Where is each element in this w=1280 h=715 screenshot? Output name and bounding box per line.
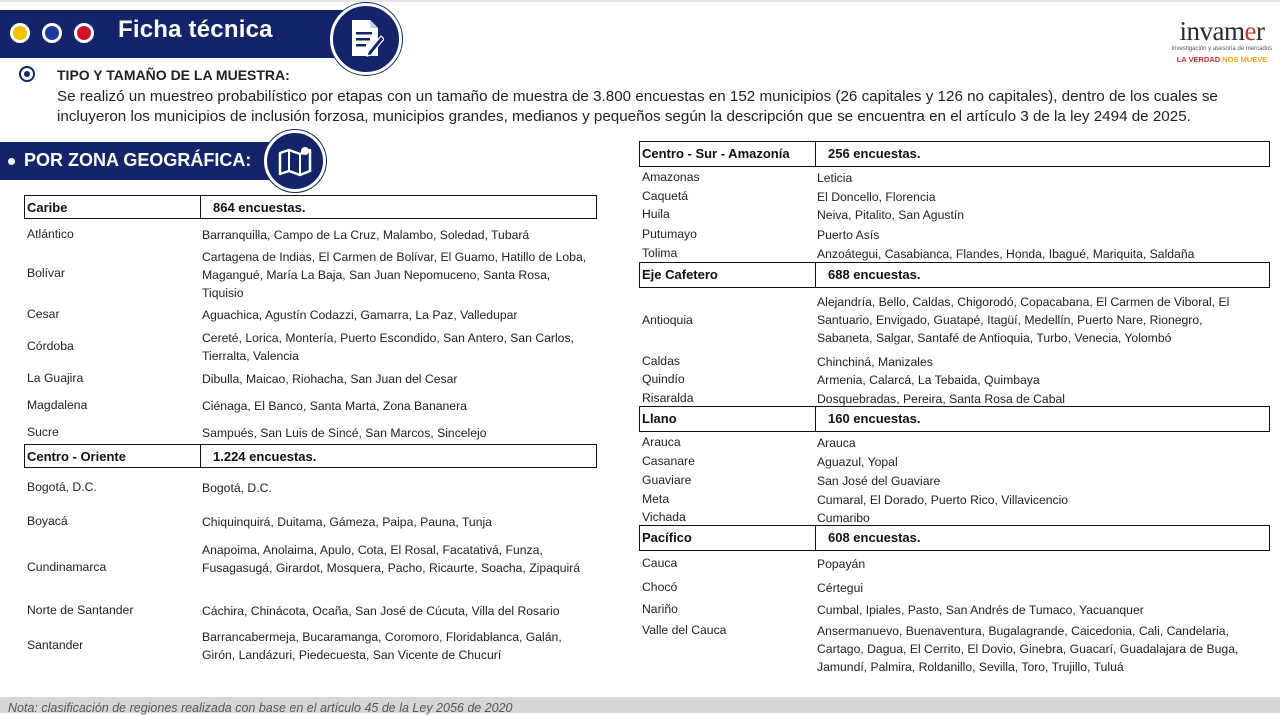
region-header-centro-sur-amazonia: Centro - Sur - Amazonía 256 encuestas. [639, 141, 1270, 167]
dept-name: Casanare [642, 454, 695, 468]
radio-bullet-icon [19, 66, 35, 82]
dept-name: Meta [642, 492, 670, 506]
dept-name: Amazonas [642, 170, 700, 184]
invamer-logo: invamer investigación y asesoría de mercados LA VERDAD NOS MUEVE [1171, 16, 1273, 64]
dept-name: Atlántico [27, 227, 74, 241]
municipality-list: Cumaral, El Dorado, Puerto Rico, Villavicencio [817, 493, 1069, 507]
municipality-list: Puerto Asís [817, 228, 880, 242]
dept-name: Bogotá, D.C. [27, 480, 97, 494]
region-header-llano: Llano 160 encuestas. [639, 406, 1270, 432]
dept-name: Vichada [642, 510, 686, 524]
dept-name: Norte de Santander [27, 603, 134, 617]
dept-name: Quindío [642, 372, 685, 386]
dept-name: Risaralda [642, 391, 694, 405]
municipality-list: Neiva, Pitalito, San Agustín [817, 208, 965, 222]
footer-bar [0, 697, 1280, 713]
municipality-list: Cértegui [817, 581, 864, 595]
page-title: Ficha técnica [118, 16, 273, 43]
red-dot-icon [74, 23, 94, 43]
dept-name: Bolívar [27, 266, 65, 280]
municipality-list: Alejandría, Bello, Caldas, Chigorodó, Copacabana, El Carmen de Viboral, El Santuario, Envigado, Guatapé, Itagüí, Medellín, Puerto Nare, Rionegro, Sabaneta, Salgar, Santafé de Antioquia, Turbo, Venecia, Yolombó [817, 295, 1230, 345]
dept-name: Caquetá [642, 189, 689, 203]
document-edit-icon [330, 3, 402, 75]
dept-name: Magdalena [27, 398, 88, 412]
dept-name: Putumayo [642, 227, 697, 241]
dept-name: Santander [27, 638, 84, 652]
dept-name: Antioquia [642, 313, 693, 327]
dept-name: Tolima [642, 246, 678, 260]
bullet-icon [8, 158, 15, 165]
municipality-list: Cereté, Lorica, Montería, Puerto Escondido, San Antero, San Carlos, Tierralta, Valencia [202, 331, 574, 363]
municipality-list: Ciénaga, El Banco, Santa Marta, Zona Bananera [202, 399, 467, 413]
zona-title: POR ZONA GEOGRÁFICA: [24, 150, 252, 170]
municipality-list: El Doncello, Florencia [817, 190, 936, 204]
top-rule [0, 0, 1280, 2]
dept-name: Guaviare [642, 473, 692, 487]
municipality-list: Cumaribo [817, 511, 870, 525]
dept-name: Caldas [642, 354, 680, 368]
intro-text: Se realizó un muestreo probabilístico por etapas con un tamaño de muestra de 3.800 encuestas en 152 municipios (26 capitales y 126 no capitales), dentro de los cuales se incluyeron los municipios de inclusión forzosa, municipios grandes, medianos y pequeños según la descripción que se encuentra en el artículo 3 de la ley 2494 de 2025. [57, 88, 1218, 125]
dept-name: Valle del Cauca [642, 623, 727, 637]
dept-name: Cauca [642, 556, 678, 570]
municipality-list: Dosquebradas, Pereira, Santa Rosa de Cabal [817, 392, 1065, 406]
dept-name: Boyacá [27, 514, 68, 528]
map-icon [264, 130, 326, 192]
municipality-list: Arauca [817, 436, 856, 450]
municipality-list: Cáchira, Chinácota, Ocaña, San José de Cúcuta, Villa del Rosario [202, 604, 560, 618]
municipality-list: Bogotá, D.C. [202, 481, 272, 495]
dept-name: Sucre [27, 425, 59, 439]
dept-name: Cundinamarca [27, 560, 107, 574]
region-header-eje-cafetero: Eje Cafetero 688 encuestas. [639, 262, 1270, 288]
intro-title: TIPO Y TAMAÑO DE LA MUESTRA: [57, 67, 290, 83]
dept-name: Nariño [642, 602, 678, 616]
dept-name: Cesar [27, 307, 60, 321]
blue-dot-icon [42, 23, 62, 43]
municipality-list: Sampués, San Luis de Sincé, San Marcos, Sincelejo [202, 426, 487, 440]
yellow-dot-icon [10, 23, 30, 43]
municipality-list: Leticia [817, 171, 853, 185]
region-header-pacifico: Pacífico 608 encuestas. [639, 525, 1270, 551]
municipality-list: Dibulla, Maicao, Riohacha, San Juan del Cesar [202, 372, 458, 386]
dept-name: Arauca [642, 435, 681, 449]
zona-banner [0, 142, 300, 180]
municipality-list: Aguachica, Agustín Codazzi, Gamarra, La Paz, Valledupar [202, 308, 518, 322]
municipality-list: San José del Guaviare [817, 474, 941, 488]
footer-note: Nota: clasificación de regiones realizada con base en el artículo 45 de la Ley 2056 de 2020 [8, 701, 513, 715]
dept-name: Chocó [642, 580, 678, 594]
region-header-caribe: Caribe 864 encuestas. [24, 195, 597, 219]
municipality-list: Ansermanuevo, Buenaventura, Bugalagrande, Caicedonia, Cali, Candelaria, Cartago, Dagua, El Cerrito, El Dovio, Ginebra, Guacarí, Guadalajara de Buga, Jamundí, Palmira, Roldanillo, Sevilla, Toro, Trujillo, Tuluá [817, 624, 1239, 674]
municipality-list: Barrancabermeja, Bucaramanga, Coromoro, Floridablanca, Galán, Girón, Landázuri, Piedecuesta, San Vicente de Chucurí [202, 630, 562, 662]
dept-name: Córdoba [27, 339, 74, 353]
municipality-list: Popayán [817, 557, 866, 571]
municipality-list: Chiquinquirá, Duitama, Gámeza, Paipa, Pauna, Tunja [202, 515, 492, 529]
dept-name: Huila [642, 207, 670, 221]
municipality-list: Barranquilla, Campo de La Cruz, Malambo, Soledad, Tubará [202, 228, 530, 242]
municipality-list: Aguazul, Yopal [817, 455, 898, 469]
region-header-centro-oriente: Centro - Oriente 1.224 encuestas. [24, 444, 597, 468]
municipality-list: Anzoátegui, Casabianca, Flandes, Honda, Ibagué, Mariquita, Saldaña [817, 247, 1195, 261]
municipality-list: Cartagena de Indias, El Carmen de Bolívar, El Guamo, Hatillo de Loba, Magangué, María La Baja, San Juan Nepomuceno, Santa Rosa, Tiquisio [202, 250, 587, 300]
dept-name: La Guajira [27, 371, 84, 385]
municipality-list: Anapoima, Anolaima, Apulo, Cota, El Rosal, Facatativá, Funza, Fusagasugá, Girardot, Mosquera, Pacho, Ricaurte, Soacha, Zipaquirá [202, 543, 581, 575]
municipality-list: Chinchiná, Manizales [817, 355, 933, 369]
municipality-list: Cumbal, Ipiales, Pasto, San Andrés de Tumaco, Yacuanquer [817, 603, 1144, 617]
municipality-list: Armenia, Calarcá, La Tebaida, Quimbaya [817, 373, 1040, 387]
